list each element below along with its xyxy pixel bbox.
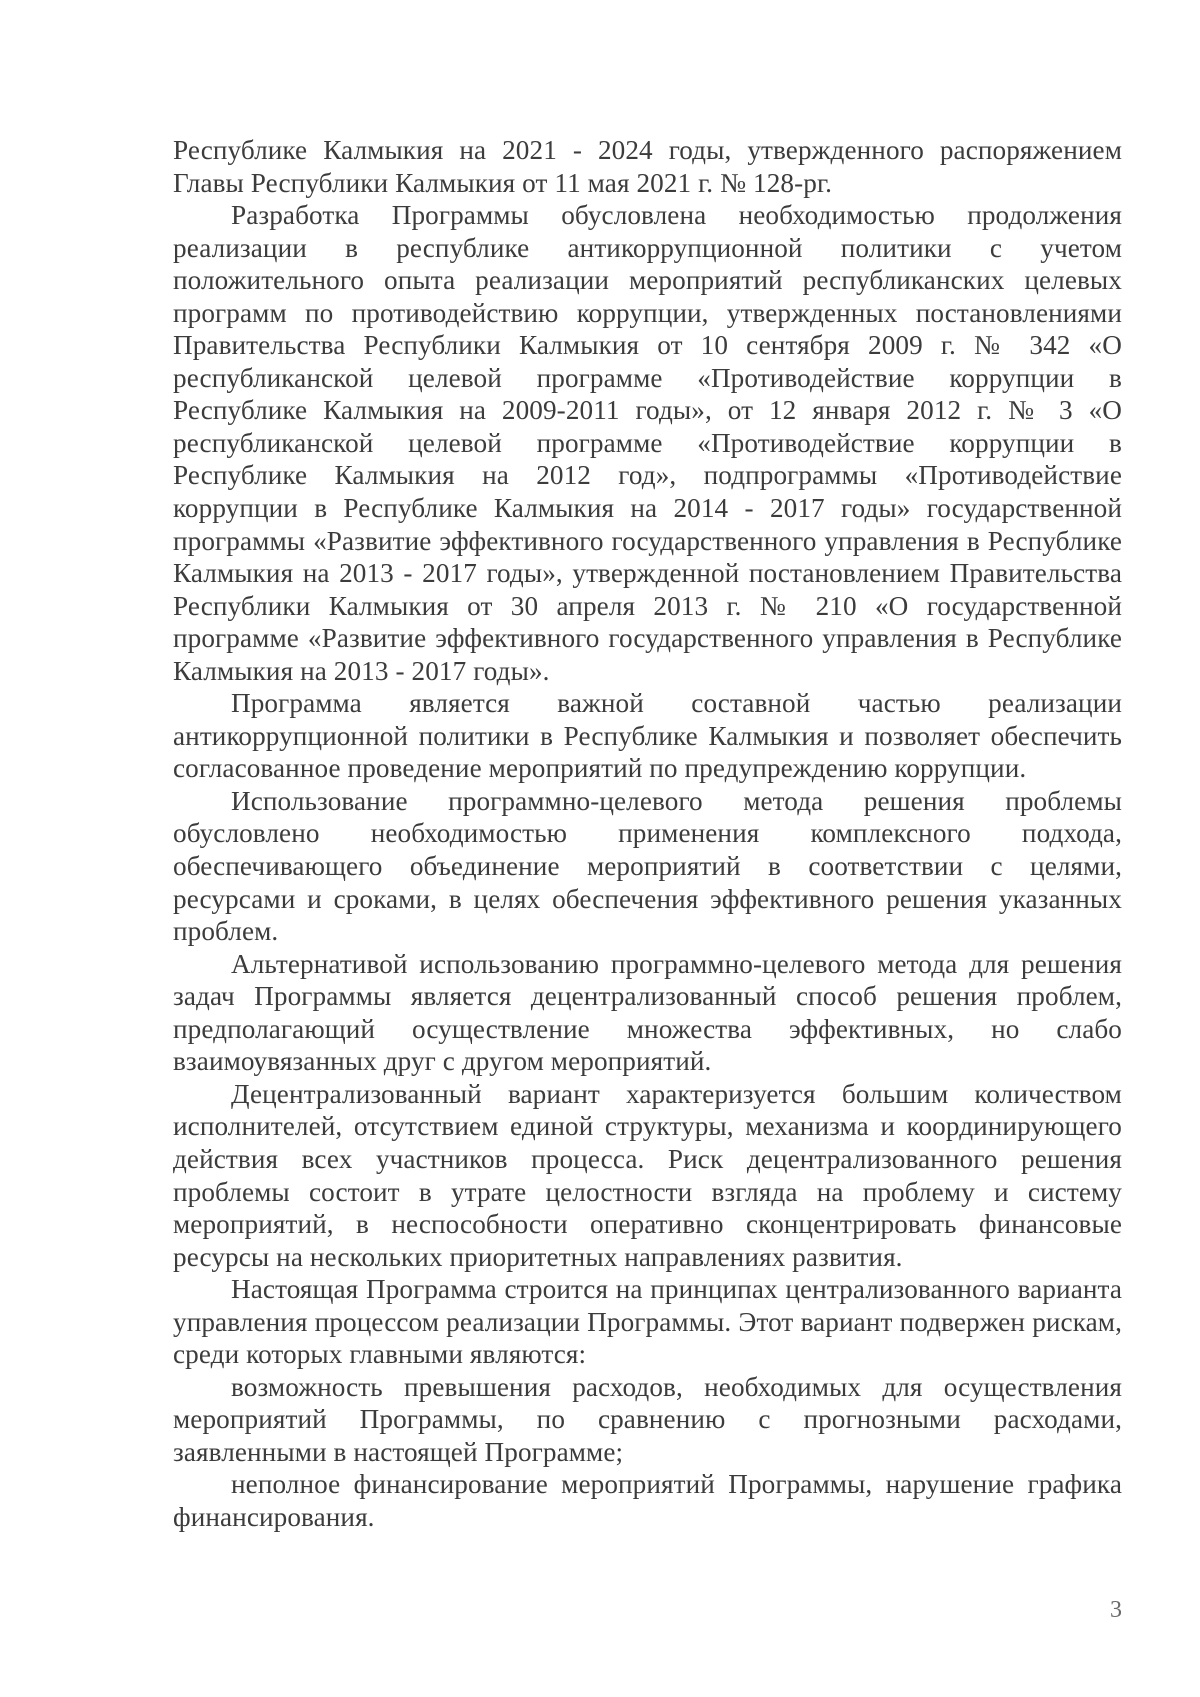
- paragraph: Децентрализованный вариант характеризуется большим количеством исполнителей, отсутствием единой структуры, механизма и координирующего действия всех участников процесса. Риск децентрализованного решения проблемы состоит в утрате целостности взгляда на проблему и систему мероприятий, в неспособности оперативно сконцентрировать финансовые ресурсы на нескольких приоритетных направлениях развития.: [173, 1078, 1122, 1272]
- paragraph: неполное финансирование мероприятий Программы, нарушение графика финансирования.: [173, 1469, 1122, 1532]
- paragraph: Использование программно-целевого метода решения проблемы обусловлено необходимостью применения комплексного подхода, обеспечивающего объединение мероприятий в соответствии с целями, ресурсами и сроками, в целях обеспечения эффективного решения указанных проблем.: [173, 785, 1122, 947]
- paragraph-continuation: Республике Калмыкия на 2021 - 2024 годы, утвержденного распоряжением Главы Республики Калмыкия от 11 мая 2021 г. № 128-рг.: [173, 135, 1122, 198]
- paragraph: Настоящая Программа строится на принципах централизованного варианта управления процессом реализации Программы. Этот вариант подвержен рискам, среди которых главными являются:: [173, 1274, 1122, 1370]
- document-body: [173, 134, 1122, 1534]
- paragraph: Разработка Программы обусловлена необходимостью продолжения реализации в республике антикоррупционной политики с учетом положительного опыта реализации мероприятий республиканских целевых программ по противодействию коррупции, утвержденных постановлениями Правительства Республики Калмыкия от 10 сентября 2009 г. № 342 «О республиканской целевой программе «Противодействие коррупции в Республике Калмыкия на 2009-2011 годы», от 12 января 2012 г. № 3 «О республиканской целевой программе «Противодействие коррупции в Республике Калмыкия на 2012 год», подпрограммы «Противодействие коррупции в Республике Калмыкия на 2014 - 2017 годы» государственной программы «Развитие эффективного государственного управления в Республике Калмыкия на 2013 - 2017 годы», утвержденной постановлением Правительства Республики Калмыкия от 30 апреля 2013 г. № 210 «О государственной программе «Развитие эффективного государственного управления в Республике Калмыкия на 2013 - 2017 годы».: [173, 200, 1122, 686]
- paragraph: Программа является важной составной частью реализации антикоррупционной политики в Республике Калмыкия и позволяет обеспечить согласованное проведение мероприятий по предупреждению коррупции.: [173, 688, 1122, 784]
- page-number: 3: [1110, 1597, 1122, 1623]
- paragraph: Альтернативой использованию программно-целевого метода для решения задач Программы является децентрализованный способ решения проблем, предполагающий осуществление множества эффективных, но слабо взаимоувязанных друг с другом мероприятий.: [173, 948, 1122, 1077]
- paragraph: возможность превышения расходов, необходимых для осуществления мероприятий Программы, по сравнению с прогнозными расходами, заявленными в настоящей Программе;: [173, 1371, 1122, 1467]
